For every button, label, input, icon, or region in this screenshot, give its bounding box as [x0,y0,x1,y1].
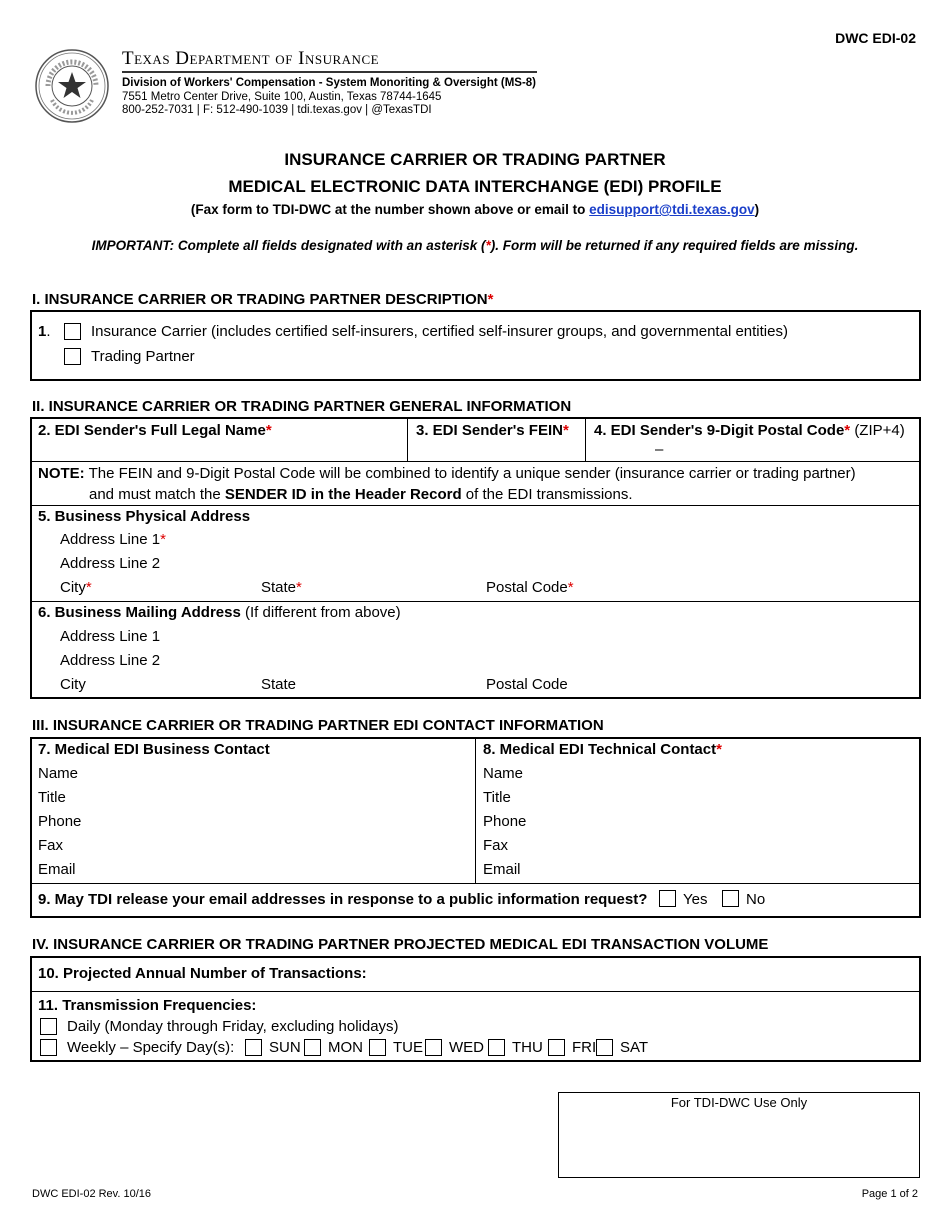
physical-postal[interactable]: Postal Code* [486,579,574,596]
tdi-seal [34,48,110,124]
release-yes-checkbox[interactable] [659,890,676,907]
day-tue-checkbox[interactable] [369,1039,386,1056]
release-no-label: No [746,891,766,908]
day-wed-checkbox[interactable] [425,1039,442,1056]
mailing-postal[interactable]: Postal Code [486,676,568,693]
field3-label[interactable]: 3. EDI Sender's FEIN* [416,422,569,439]
field9-question: 9. May TDI release your email addresses in response to a public information request? [38,891,648,908]
physical-address-line1[interactable]: Address Line 1* [60,531,166,548]
weekly-checkbox[interactable] [40,1039,57,1056]
day-fri-label: FRI [572,1039,597,1056]
footer-revision: DWC EDI-02 Rev. 10/16 [32,1188,152,1200]
office-use-box [558,1092,920,1178]
daily-label: Daily (Monday through Friday, excluding holidays) [67,1018,399,1035]
field8-label: 8. Medical EDI Technical Contact* [483,741,722,758]
field2-label[interactable]: 2. EDI Sender's Full Legal Name* [38,422,272,439]
weekly-label: Weekly – Specify Day(s): [67,1039,235,1056]
day-sat-label: SAT [620,1039,649,1056]
field10-label[interactable]: 10. Projected Annual Number of Transactions: [38,965,367,982]
technical-contact-phone[interactable]: Phone [483,813,527,830]
day-fri-checkbox[interactable] [548,1039,565,1056]
mailing-state[interactable]: State [261,676,297,693]
field5-label: 5. Business Physical Address [38,508,251,525]
technical-contact-name[interactable]: Name [483,765,524,782]
section1-box [30,310,921,381]
division: Division of Workers' Compensation - System Monoriting & Oversight (MS-8) [122,77,537,89]
business-contact-email[interactable]: Email [38,861,76,878]
release-yes-label: Yes [683,891,708,908]
item1-number: 1. [38,323,51,340]
business-contact-phone[interactable]: Phone [38,813,82,830]
technical-contact-email[interactable]: Email [483,861,521,878]
mailing-address-line1[interactable]: Address Line 1 [60,628,161,645]
technical-contact-fax[interactable]: Fax [483,837,509,854]
title-line2: MEDICAL ELECTRONIC DATA INTERCHANGE (EDI) PROFILE [228,177,722,196]
form-id: DWC EDI-02 [835,30,916,46]
footer-page: Page 1 of 2 [861,1188,918,1200]
section4-heading: IV. INSURANCE CARRIER OR TRADING PARTNER PROJECTED MEDICAL EDI TRANSACTION VOLUME [32,936,769,953]
mailing-address-line2[interactable]: Address Line 2 [60,652,161,669]
day-thu-label: THU [512,1039,543,1056]
field4-label[interactable]: 4. EDI Sender's 9-Digit Postal Code* (ZIP+4) [594,422,905,439]
important-note: IMPORTANT: Complete all fields designated with an asterisk (*). Form will be returned if any required fields are missing. [91,238,859,253]
physical-city[interactable]: City* [60,579,92,596]
physical-state[interactable]: State* [261,579,302,596]
fax-instruction: (Fax form to TDI-DWC at the number shown above or email to edisupport@tdi.texas.gov) [190,202,760,217]
day-sun-label: SUN [269,1039,301,1056]
section2-heading: II. INSURANCE CARRIER OR TRADING PARTNER GENERAL INFORMATION [32,398,572,415]
office-use-label: For TDI-DWC Use Only [670,1095,808,1110]
day-tue-label: TUE [393,1039,423,1056]
agency-contact: 800-252-7031 | F: 512-490-1039 | tdi.texas.gov | @TexasTDI [122,104,432,116]
fein-note-line2: and must match the SENDER ID in the Header Record of the EDI transmissions. [89,486,633,503]
agency-name: Texas Department of Insurance [122,48,380,69]
business-contact-fax[interactable]: Fax [38,837,64,854]
section3-heading: III. INSURANCE CARRIER OR TRADING PARTNER EDI CONTACT INFORMATION [32,717,604,734]
daily-checkbox[interactable] [40,1018,57,1035]
business-contact-name[interactable]: Name [38,765,79,782]
trading-partner-checkbox[interactable] [64,348,81,365]
release-no-checkbox[interactable] [722,890,739,907]
insurance-carrier-label: Insurance Carrier (includes certified self-insurers, certified self-insurer groups, and governmental entities) [91,323,788,340]
business-contact-title[interactable]: Title [38,789,66,806]
mailing-city[interactable]: City [60,676,86,693]
title-line1: INSURANCE CARRIER OR TRADING PARTNER [284,150,666,169]
day-sun-checkbox[interactable] [245,1039,262,1056]
fein-note: NOTE: The FEIN and 9-Digit Postal Code will be combined to identify a unique sender (insurance carrier or trading partner) [38,465,856,482]
physical-address-line2[interactable]: Address Line 2 [60,555,161,572]
day-wed-label: WED [449,1039,484,1056]
technical-contact-title[interactable]: Title [483,789,511,806]
agency-address: 7551 Metro Center Drive, Suite 100, Austin, Texas 78744-1645 [122,91,442,103]
day-mon-label: MON [328,1039,363,1056]
insurance-carrier-checkbox[interactable] [64,323,81,340]
field4-dash: – [655,441,664,458]
email-link[interactable]: edisupport@tdi.texas.gov [589,202,755,217]
trading-partner-label: Trading Partner [91,348,195,365]
field11-label: 11. Transmission Frequencies: [38,997,257,1014]
field6-label: 6. Business Mailing Address (If different from above) [38,604,401,621]
section2-box [30,417,921,699]
field7-label: 7. Medical EDI Business Contact [38,741,270,758]
section1-heading: I. INSURANCE CARRIER OR TRADING PARTNER DESCRIPTION* [32,291,494,308]
day-mon-checkbox[interactable] [304,1039,321,1056]
day-sat-checkbox[interactable] [596,1039,613,1056]
day-thu-checkbox[interactable] [488,1039,505,1056]
